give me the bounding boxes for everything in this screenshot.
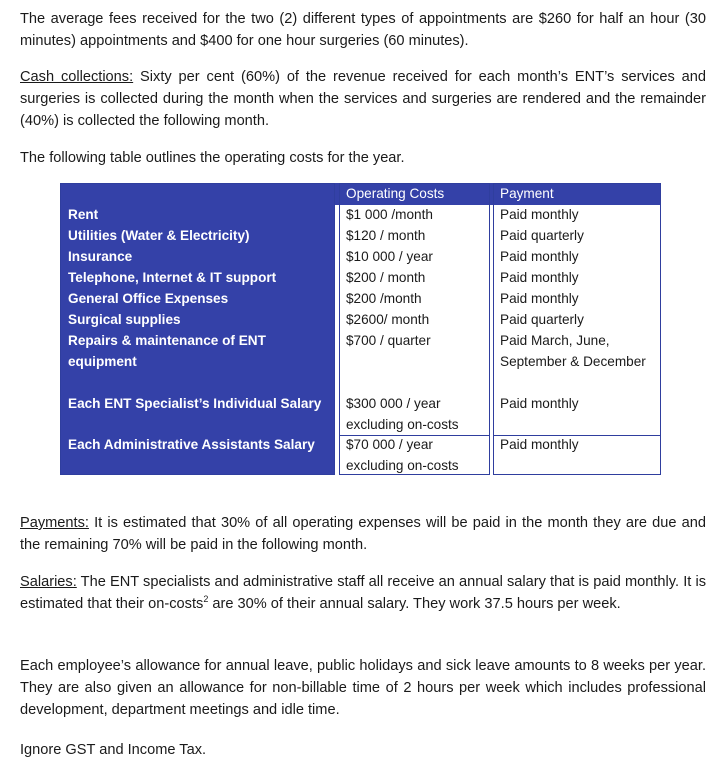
- row-label: Repairs & maintenance of ENT equipment: [68, 333, 266, 369]
- row-cost: $300 000 / year excluding on-costs: [346, 396, 459, 432]
- salaries-heading: Salaries:: [20, 574, 77, 590]
- payments-paragraph: [20, 512, 706, 556]
- row-payment: Paid monthly: [500, 270, 579, 285]
- row-payment: Paid quarterly: [500, 312, 584, 327]
- row-payment: Paid monthly: [500, 396, 579, 411]
- payments-text: It is estimated that 30% of all operating expenses will be paid in the month they are due and the remaining 70% will be paid in the following month.: [20, 515, 706, 553]
- fees-paragraph: The average fees received for the two (2) different types of appointments are $260 for half an hour (30 minutes) appointments and $400 for one hour surgeries (60 minutes).: [20, 11, 706, 49]
- cash-collections-text: Sixty per cent (60%) of the revenue received for each month’s ENT’s services and surgeries is collected during the month when the services and surgeries are rendered and the remainder (40%) is collected the following month.: [20, 69, 706, 129]
- row-payment: Paid monthly: [500, 249, 579, 264]
- row-payment: Paid monthly: [500, 207, 579, 222]
- cash-collections-paragraph: [20, 66, 706, 132]
- row-label: Insurance: [68, 249, 133, 264]
- row-label: Each ENT Specialist’s Individual Salary: [68, 396, 322, 411]
- row-label: Utilities (Water & Electricity): [68, 228, 250, 243]
- operating-costs-table: [60, 183, 661, 475]
- row-payment: Paid quarterly: [500, 228, 584, 243]
- payments-heading: Payments:: [20, 515, 89, 531]
- row-payment: Paid monthly: [500, 437, 579, 452]
- header-payment: Payment: [500, 186, 554, 201]
- row-cost: $120 / month: [346, 228, 426, 243]
- row-payment: Paid monthly: [500, 291, 579, 306]
- row-label: General Office Expenses: [68, 291, 229, 306]
- cash-collections-heading: Cash collections:: [20, 69, 134, 85]
- footnote-marker: 2: [203, 594, 209, 605]
- salaries-text-before: The ENT specialists and administrative staff all receive an annual salary that is paid monthly. It is estimated that their on-costs: [20, 574, 706, 612]
- allowance-paragraph: Each employee’s allowance for annual leave, public holidays and sick leave amounts to 8 weeks per year. They are also given an allowance for non-billable time of 2 hours per week which includes professional development, department meetings and idle time.: [20, 658, 706, 718]
- row-cost: $700 / quarter: [346, 333, 431, 348]
- row-cost: $10 000 / year: [346, 249, 433, 264]
- row-cost: $200 / month: [346, 270, 426, 285]
- row-cost: $200 /month: [346, 291, 422, 306]
- row-label: Each Administrative Assistants Salary: [68, 437, 315, 452]
- row-payment: Paid March, June, September & December: [500, 333, 646, 369]
- row-cost: $70 000 / year excluding on-costs: [346, 437, 459, 473]
- row-label: Telephone, Internet & IT support: [68, 270, 277, 285]
- row-cost: $1 000 /month: [346, 207, 433, 222]
- salaries-paragraph: [20, 571, 706, 615]
- row-label: Rent: [68, 207, 99, 222]
- salaries-text-after: are 30% of their annual salary. They work 37.5 hours per week.: [208, 596, 621, 612]
- row-cost: $2600/ month: [346, 312, 430, 327]
- ignore-tax-note: Ignore GST and Income Tax.: [20, 742, 207, 758]
- row-label: Surgical supplies: [68, 312, 181, 327]
- header-operating-costs: Operating Costs: [346, 186, 445, 201]
- table-intro: The following table outlines the operating costs for the year.: [20, 150, 405, 166]
